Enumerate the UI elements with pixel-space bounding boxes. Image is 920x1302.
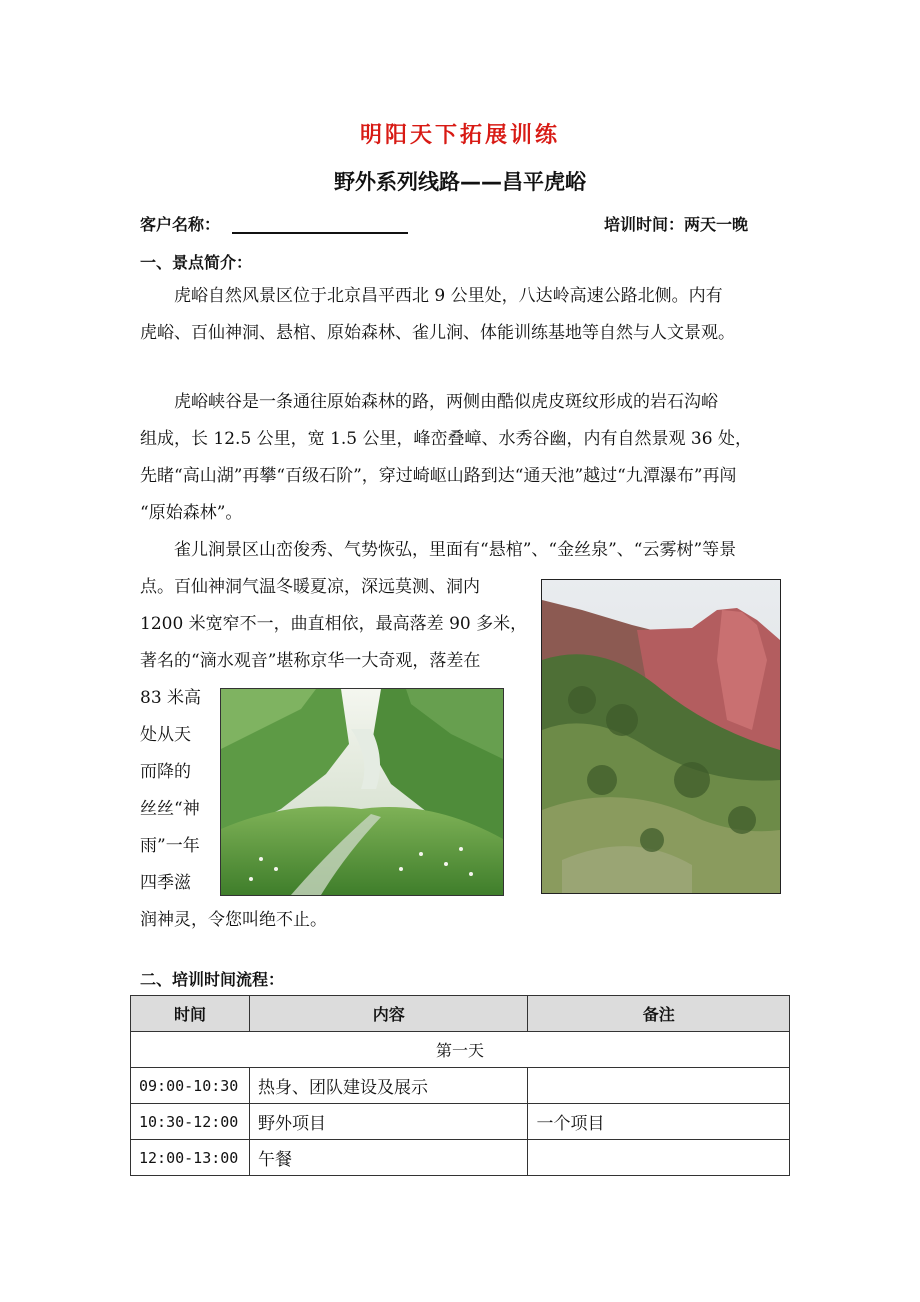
- text-line: 而降的: [140, 762, 191, 782]
- note-cell: [528, 1140, 790, 1176]
- text-line: 虎峪峡谷是一条通往原始森林的路，两侧由酷似虎皮斑纹形成的岩石沟峪: [140, 392, 718, 412]
- text-line: 先睹“高山湖”再攀“百级石阶”，穿过崎岖山路到达“通天池”越过“九潭瀑布”再闯: [140, 466, 737, 486]
- time-cell: 09:00-10:30: [131, 1068, 250, 1104]
- time-cell: 10:30-12:00: [131, 1104, 250, 1140]
- time-cell: 12:00-13:00: [131, 1140, 250, 1176]
- text-line: 丝丝“神: [140, 799, 200, 819]
- table-row: [131, 1104, 790, 1140]
- text-line: “原始森林”。: [140, 503, 243, 523]
- text-line: 著名的“滴水观音”堪称京华一大奇观，落差在: [140, 651, 481, 671]
- client-name-label: 客户名称：: [140, 215, 221, 234]
- client-name-blank: [232, 232, 408, 234]
- section-heading-schedule: 二、培训时间流程：: [140, 970, 285, 989]
- schedule-table: [130, 995, 790, 1176]
- column-header-note: 备注: [528, 996, 790, 1032]
- text-line: 虎峪、百仙神洞、悬棺、原始森林、雀儿涧、体能训练基地等自然与人文景观。: [140, 323, 735, 343]
- note-cell: [528, 1068, 790, 1104]
- day-label: 第一天: [131, 1032, 790, 1068]
- text-line: 雨”一年: [140, 836, 200, 856]
- intro-paragraph-1: [140, 278, 735, 352]
- content-cell: 热身、团队建设及展示: [249, 1068, 528, 1104]
- column-header-time: 时间: [131, 996, 250, 1032]
- valley-photo: [220, 688, 504, 896]
- table-row: [131, 1140, 790, 1176]
- text-line: 虎峪自然风景区位于北京昌平西北 9 公里处，八达岭高速公路北侧。内有: [140, 286, 723, 306]
- table-row: [131, 1068, 790, 1104]
- cliff-photo-image: [542, 580, 780, 893]
- note-cell: 一个项目: [528, 1104, 790, 1140]
- text-line: 处从天: [140, 725, 191, 745]
- route-subtitle: 野外系列线路——昌平虎峪: [334, 170, 586, 194]
- training-duration: 培训时间：两天一晚: [604, 215, 749, 234]
- text-line: 点。百仙神洞气温冬暖夏凉，深远莫测、洞内: [140, 577, 480, 597]
- content-cell: 午餐: [249, 1140, 528, 1176]
- cliff-photo: [541, 579, 781, 894]
- text-line: 雀儿涧景区山峦俊秀、气势恢弘，里面有“悬棺”、“金丝泉”、“云雾树”等景: [140, 540, 737, 560]
- valley-photo-image: [221, 689, 503, 895]
- document-title: 明阳天下拓展训练: [359, 123, 560, 148]
- day-row: [131, 1032, 790, 1068]
- text-line: 83 米高: [140, 688, 202, 708]
- text-line: 四季滋: [140, 873, 191, 893]
- intro-paragraph-2: [140, 384, 752, 532]
- table-header-row: [131, 996, 790, 1032]
- text-line: 1200 米宽窄不一，曲直相依，最高落差 90 多米，: [140, 614, 528, 634]
- text-line: 润神灵，令您叫绝不止。: [140, 910, 327, 930]
- content-cell: 野外项目: [249, 1104, 528, 1140]
- column-header-content: 内容: [249, 996, 528, 1032]
- section-heading-intro: 一、景点简介：: [140, 253, 253, 272]
- text-line: 组成，长 12.5 公里，宽 1.5 公里，峰峦叠嶂、水秀谷幽，内有自然景观 36 处，: [140, 429, 752, 449]
